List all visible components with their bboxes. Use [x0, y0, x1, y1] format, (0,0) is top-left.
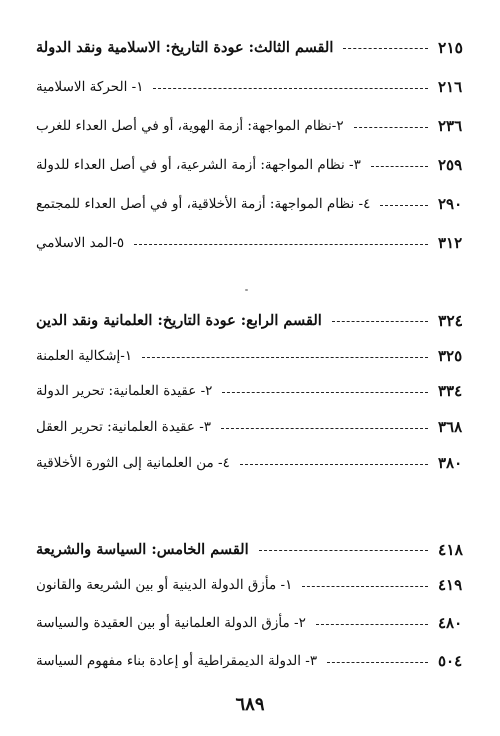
toc-entry: [36, 191, 472, 217]
entry-title: ٢- عقيدة العلمانية: تحرير الدولة: [36, 383, 213, 399]
page-number: ٢٥٩: [438, 156, 463, 174]
page-number: ٢١٦: [438, 78, 463, 96]
toc-entry: [36, 113, 472, 139]
section-title: القسم الثالث: عودة التاريخ: الاسلامية ونقد الدولة: [36, 38, 334, 56]
section-title: القسم الرابع: عودة التاريخ: العلمانية ونقد الدين: [36, 311, 322, 329]
print-speck: [245, 289, 248, 291]
dot-leader: [316, 624, 428, 625]
entry-title: ١- مأزق الدولة الدينية أو بين الشريعة والقانون: [36, 577, 293, 593]
dot-leader: [343, 48, 428, 49]
toc-section-heading: [36, 307, 472, 333]
page-number: ٤٨٠: [438, 614, 463, 632]
entry-title: ١-إشكالية العلمنة: [36, 348, 133, 364]
dot-leader: [371, 166, 428, 167]
page-number: ٣٦٨: [438, 418, 463, 436]
page-number: ٣٨٠: [438, 454, 463, 472]
entry-title: ٢-نظام المواجهة: أزمة الهوية، أو في أصل العداء للغرب: [36, 118, 344, 134]
entry-title: ٥-المد الاسلامي: [36, 235, 125, 251]
toc-entry: [36, 343, 472, 369]
entry-title: ١- الحركة الاسلامية: [36, 79, 144, 95]
page-number: ٣١٢: [438, 234, 463, 252]
toc-section-heading: [36, 34, 472, 60]
dot-leader: [302, 586, 428, 587]
section-title: القسم الخامس: السياسة والشريعة: [36, 540, 249, 558]
dot-leader: [354, 127, 428, 128]
toc-section-heading: [36, 536, 472, 562]
page-number: ٣٢٤: [438, 310, 463, 330]
entry-title: ٤- من العلمانية إلى الثورة الأخلاقية: [36, 455, 230, 471]
page-number: ٣٢٥: [438, 347, 463, 365]
page-number: ٢٩٠: [438, 195, 463, 213]
page-folio-number: ٦٨٩: [235, 694, 265, 715]
dot-leader: [221, 428, 428, 429]
dot-leader: [259, 550, 428, 551]
entry-title: ٣- نظام المواجهة: أزمة الشرعية، أو في أصل العداء للدولة: [36, 157, 361, 173]
dot-leader: [142, 357, 428, 358]
entry-title: ٤- نظام المواجهة: أزمة الأخلاقية، أو في أصل العداء للمجتمع: [36, 196, 371, 212]
toc-entry: [36, 414, 472, 440]
toc-entry: [36, 230, 472, 256]
dot-leader: [327, 662, 428, 663]
page-number: ٢١٥: [438, 37, 463, 57]
toc-entry: [36, 152, 472, 178]
entry-title: ٣- عقيدة العلمانية: تحرير العقل: [36, 419, 212, 435]
entry-title: ٢- مأزق الدولة العلمانية أو بين العقيدة والسياسة: [36, 615, 306, 631]
page-number: ٤١٨: [438, 539, 463, 559]
dot-leader: [134, 244, 428, 245]
dot-leader: [222, 392, 428, 393]
toc-entry: [36, 572, 472, 598]
toc-entry: [36, 610, 472, 636]
toc-entry: [36, 450, 472, 476]
dot-leader: [240, 464, 428, 465]
dot-leader: [332, 321, 428, 322]
page-number: ٢٣٦: [438, 117, 463, 135]
page-number: ٣٣٤: [438, 382, 463, 400]
page-number: ٥٠٤: [438, 652, 463, 670]
toc-entry: [36, 74, 472, 100]
entry-title: ٣- الدولة الديمقراطية أو إعادة بناء مفهوم السياسة: [36, 653, 318, 669]
page-number: ٤١٩: [438, 576, 463, 594]
dot-leader: [380, 205, 428, 206]
toc-entry: [36, 378, 472, 404]
toc-entry: [36, 648, 472, 674]
dot-leader: [153, 88, 428, 89]
